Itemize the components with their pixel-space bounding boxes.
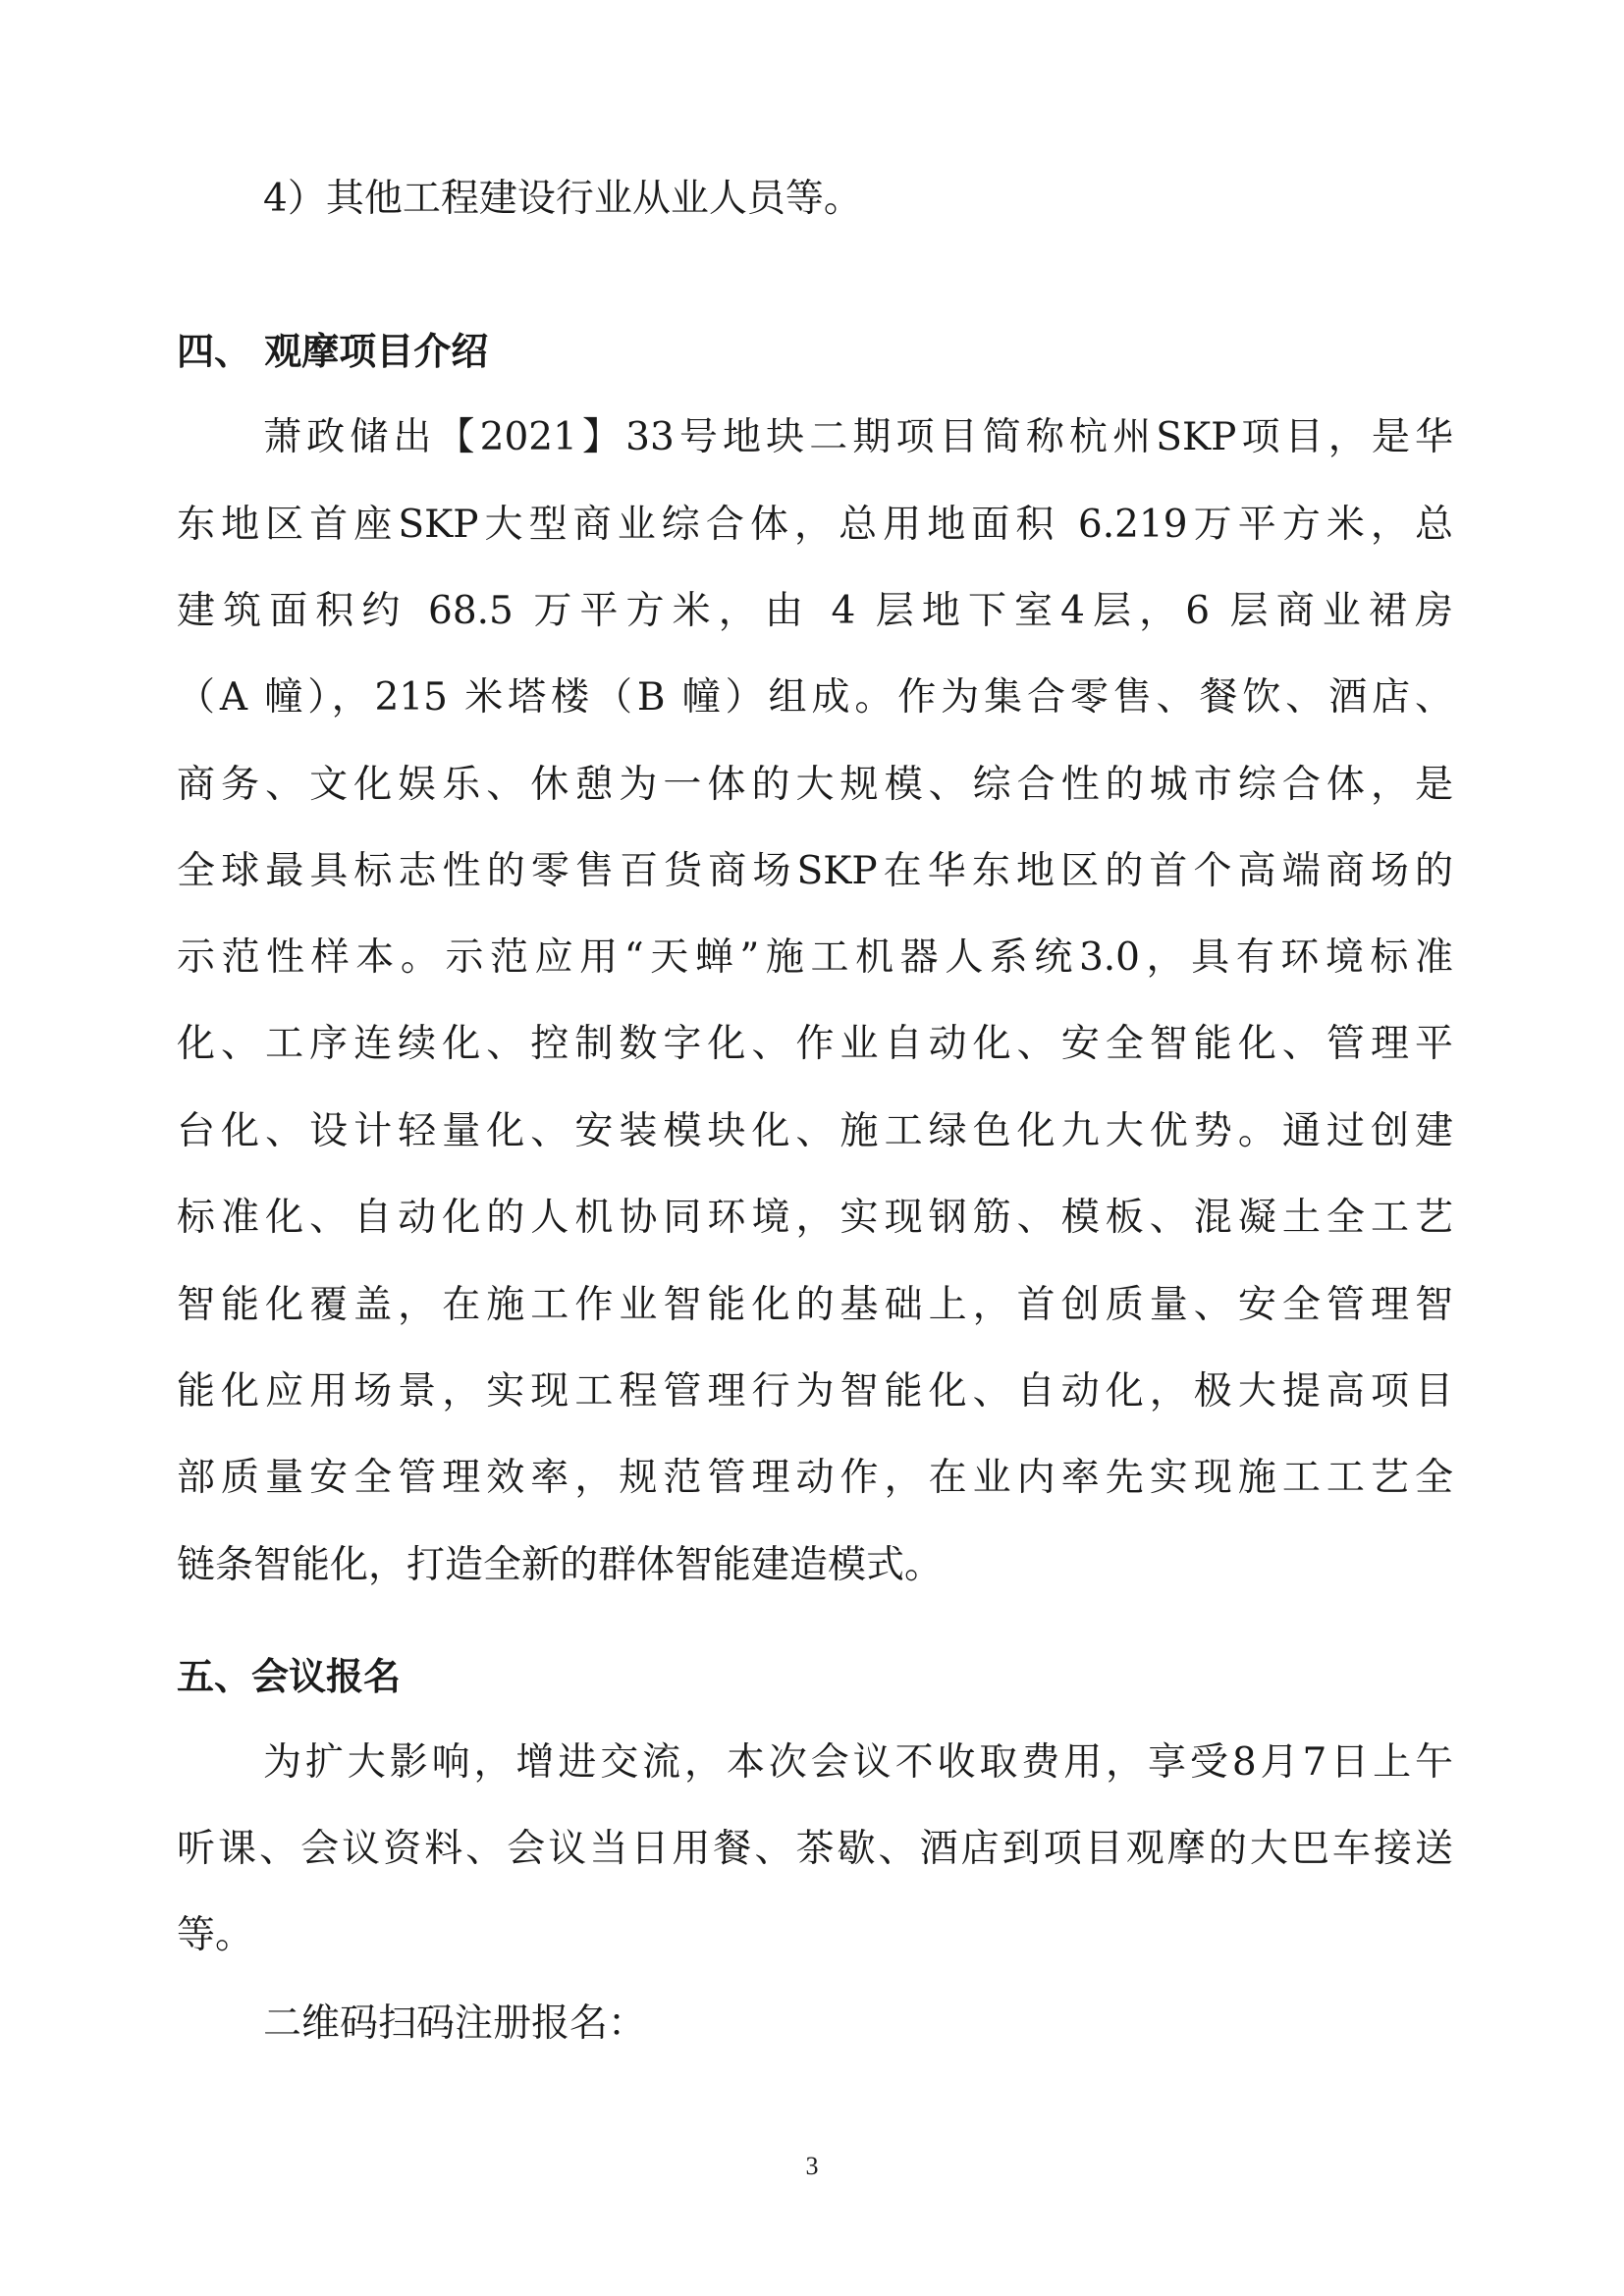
section-4-line-9: 台化、设计轻量化、安装模块化、施工绿色化九大优势。通过创建 (177, 1109, 1453, 1153)
qr-register-prompt: 二维码扫码注册报名： (263, 2002, 647, 2046)
section-4-line-8: 化、工序连续化、控制数字化、作业自动化、安全智能化、管理平 (177, 1022, 1453, 1066)
section-4-line-13: 部质量安全管理效率，规范管理动作，在业内率先实现施工工艺全 (177, 1456, 1453, 1500)
section-4-line-2: 东地区首座SKP大型商业综合体，总用地面积 6.219万平方米，总 (177, 503, 1453, 547)
section-4-line-7: 示范性样本。示范应用“天蝉”施工机器人系统3.0，具有环境标准 (177, 935, 1453, 980)
section-5-line-2: 听课、会议资料、会议当日用餐、茶歇、酒店到项目观摩的大巴车接送 (177, 1827, 1453, 1871)
section-4-line-6: 全球最具标志性的零售百货商场SKP在华东地区的首个高端商场的 (177, 849, 1453, 893)
list-item-4: 4）其他工程建设行业从业人员等。 (263, 177, 862, 221)
section-5-line-1: 为扩大影响，增进交流，本次会议不收取费用，享受8月7日上午 (263, 1740, 1453, 1785)
section-4-line-11: 智能化覆盖，在施工作业智能化的基础上，首创质量、安全管理智 (177, 1283, 1453, 1327)
section-4-line-5: 商务、文化娱乐、休憩为一体的大规模、综合性的城市综合体，是 (177, 763, 1453, 807)
section-4-line-4: （A 幢），215 米塔楼（B 幢）组成。作为集合零售、餐饮、酒店、 (177, 675, 1453, 720)
section-4-line-14: 链条智能化，打造全新的群体智能建造模式。 (177, 1543, 944, 1587)
section-4-line-3: 建筑面积约 68.5 万平方米，由 4 层地下室4层，6 层商业裙房 (177, 589, 1453, 633)
section-4-line-12: 能化应用场景，实现工程管理行为智能化、自动化，极大提高项目 (177, 1369, 1453, 1414)
section-4-line-1: 萧政储出【2021】33号地块二期项目简称杭州SKP项目，是华 (263, 415, 1453, 459)
section-5-line-3: 等。 (177, 1913, 254, 1957)
section-5-heading: 五、会议报名 (177, 1655, 402, 1698)
section-4-heading: 四、 观摩项目介绍 (177, 330, 489, 373)
section-4-line-10: 标准化、自动化的人机协同环境，实现钢筋、模板、混凝土全工艺 (177, 1196, 1453, 1240)
page-number: 3 (805, 2152, 819, 2180)
